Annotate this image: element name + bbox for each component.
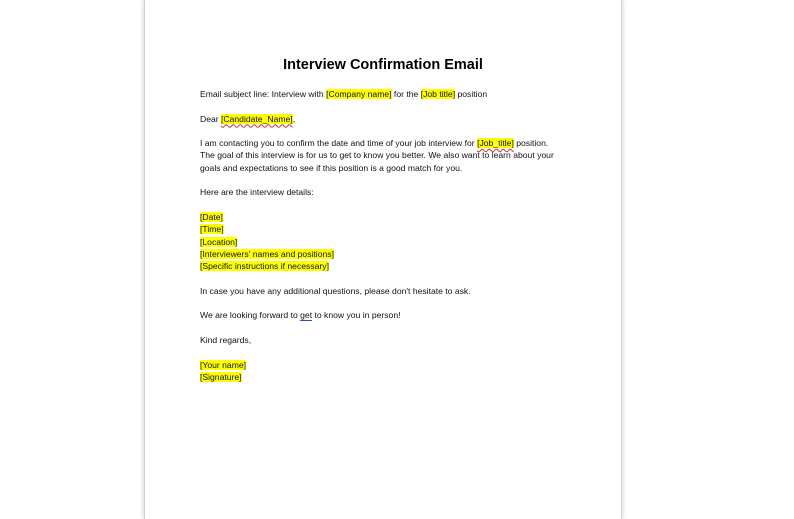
document-page[interactable] xyxy=(144,0,622,519)
detail-interviewers: [Interviewers' names and positions] xyxy=(200,248,334,259)
job-title-placeholder: [Job title] xyxy=(420,89,456,99)
your-name-placeholder: [Your name] xyxy=(200,359,247,370)
details-intro: Here are the interview details: xyxy=(200,187,314,198)
subject-middle: for the xyxy=(391,89,421,99)
detail-location: [Location] xyxy=(200,236,238,247)
signature-block xyxy=(200,359,580,384)
grammar-flag-word[interactable]: get xyxy=(300,310,313,321)
intro-prefix: I am contacting you to confirm the date and time of your job interview for xyxy=(200,138,478,149)
job-title-placeholder-2: [Job_title] xyxy=(477,138,514,149)
subject-line xyxy=(200,88,580,100)
detail-time: [Time] xyxy=(200,224,224,235)
forward-prefix: We are looking forward to xyxy=(200,310,301,321)
intro-line-3: goals and expectations to see if this position is a good match for you. xyxy=(200,162,463,173)
document-body[interactable] xyxy=(200,88,580,395)
forward-suffix: to know you in person! xyxy=(312,310,401,321)
detail-instructions: [Specific instructions if necessary] xyxy=(200,261,329,272)
forward-line xyxy=(200,309,580,321)
intro-line-1-suffix: position. xyxy=(513,138,549,149)
detail-date: [Date] xyxy=(200,211,223,222)
closing-line: Kind regards, xyxy=(200,334,252,345)
subject-suffix: position xyxy=(455,89,488,99)
intro-line-1 xyxy=(200,137,580,149)
greeting-suffix: , xyxy=(292,113,296,124)
subject-prefix: Email subject line: Interview with xyxy=(200,89,327,99)
document-title: Interview Confirmation Email xyxy=(283,57,483,73)
greeting-line xyxy=(200,113,580,125)
candidate-name-placeholder: [Candidate_Name] xyxy=(221,113,293,124)
details-list xyxy=(200,211,580,272)
greeting-prefix: Dear xyxy=(200,113,222,124)
signature-placeholder: [Signature] xyxy=(200,371,242,382)
company-placeholder: [Company name] xyxy=(326,89,392,99)
questions-line: In case you have any additional questions, please don't hesitate to ask. xyxy=(200,285,471,296)
intro-paragraph xyxy=(200,137,580,174)
intro-line-2: The goal of this interview is for us to get to know you better. We also want to learn about your xyxy=(200,150,554,161)
